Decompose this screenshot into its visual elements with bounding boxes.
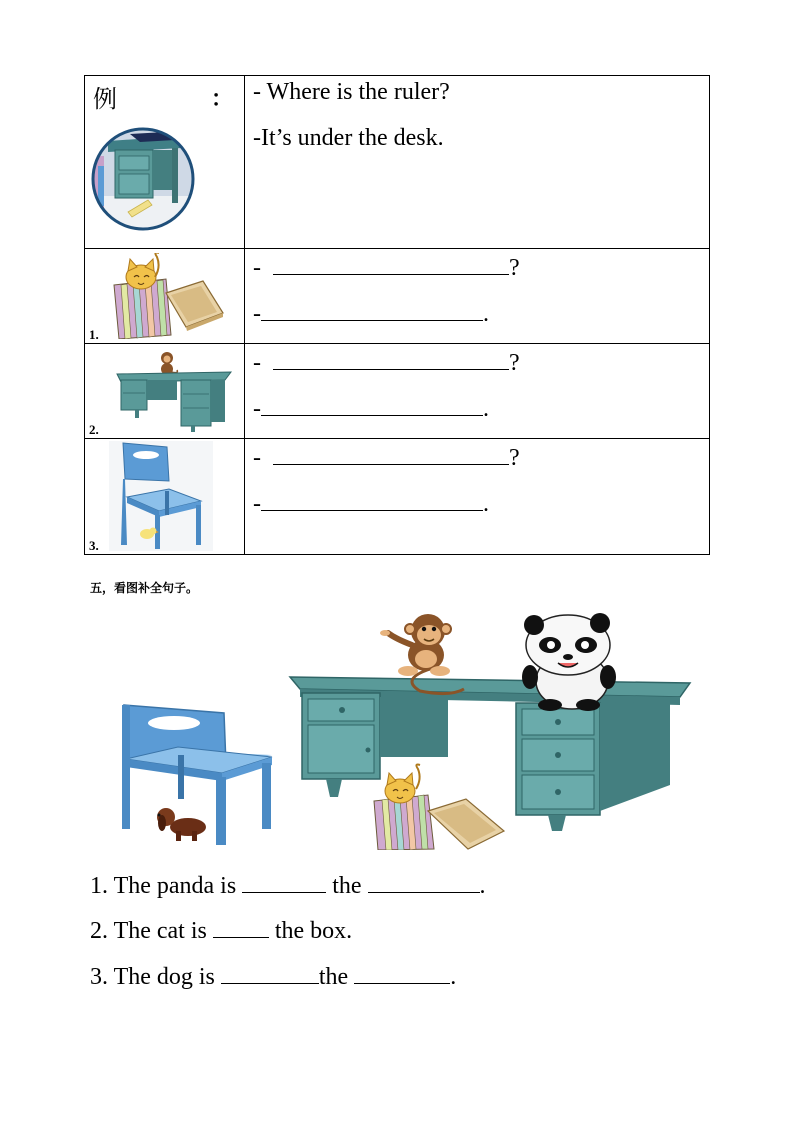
sentence-2-part-1: 2. The cat is [90,918,213,944]
exercise-3-question-line [253,444,520,472]
answer-suffix: . [483,301,489,327]
answer-prefix: - [253,491,261,517]
answer-blank[interactable] [261,490,483,511]
question-prefix: - [253,350,267,376]
exercise-row-1 [85,249,710,344]
sentence-1-part-3: . [479,873,486,899]
exercise-table [84,75,710,555]
example-label: 例 [93,87,117,113]
sentence-1-blank-2[interactable] [368,872,480,893]
sentence-3 [90,963,456,991]
ruler-under-desk-illustration [90,126,196,232]
question-suffix: ? [509,350,520,376]
example-colon: ： [211,86,234,111]
question-prefix: - [253,255,267,281]
question-blank[interactable] [273,349,509,370]
example-row [85,76,710,249]
answer-suffix: . [483,396,489,422]
example-picture-cell [85,76,245,249]
desk-illustration [290,677,690,831]
sentence-1 [90,872,486,900]
answer-prefix: - [253,396,261,422]
cat-in-box-illustration [111,253,229,339]
exercise-2-number: 2. [89,422,99,437]
exercise-1-picture-cell [85,249,245,344]
example-answer: -It’s under the desk. [253,125,444,151]
exercise-2-answer-line [253,395,489,423]
answer-blank[interactable] [261,395,483,416]
question-blank[interactable] [273,254,509,275]
question-prefix: - [253,445,267,471]
exercise-3-text-cell [245,439,710,555]
chick-under-chair-illustration [109,441,213,551]
sentence-2 [90,917,352,945]
sentence-3-part-2: the [318,964,355,990]
section-title: 五，看图补全句子。 [90,581,199,595]
example-text-cell [245,76,710,249]
answer-suffix: . [483,491,489,517]
sentence-3-blank-1[interactable] [221,963,319,984]
exercise-1-question-line [253,254,520,282]
sentence-2-part-2: the box. [268,918,353,944]
question-suffix: ? [509,255,520,281]
sentence-3-part-3: . [450,964,457,990]
exercise-3-answer-line [253,490,489,518]
exercise-1-text-cell [245,249,710,344]
exercise-1-answer-line [253,300,489,328]
monkey-on-desk-illustration [115,348,233,432]
exercise-row-3 [85,439,710,555]
exercise-3-picture-cell [85,439,245,555]
sentence-1-part-1: 1. The panda is [90,873,243,899]
answer-blank[interactable] [261,300,483,321]
exercise-1-number: 1. [89,327,99,342]
exercise-3-number: 3. [89,538,99,553]
cat-in-box-illustration [374,765,504,851]
question-blank[interactable] [273,444,509,465]
exercise-2-picture-cell [85,344,245,439]
answer-prefix: - [253,301,261,327]
sentence-1-part-2: the [326,873,368,899]
scene-illustration [90,605,694,850]
exercise-row-2 [85,344,710,439]
question-suffix: ? [509,445,520,471]
sentence-3-part-1: 3. The dog is [90,964,221,990]
exercise-2-text-cell [245,344,710,439]
sentence-2-blank-1[interactable] [213,917,269,938]
example-question: - Where is the ruler? [253,79,450,105]
sentence-1-blank-1[interactable] [242,872,326,893]
dog-illustration [157,808,206,841]
sentence-3-blank-2[interactable] [354,963,450,984]
exercise-2-question-line [253,349,520,377]
